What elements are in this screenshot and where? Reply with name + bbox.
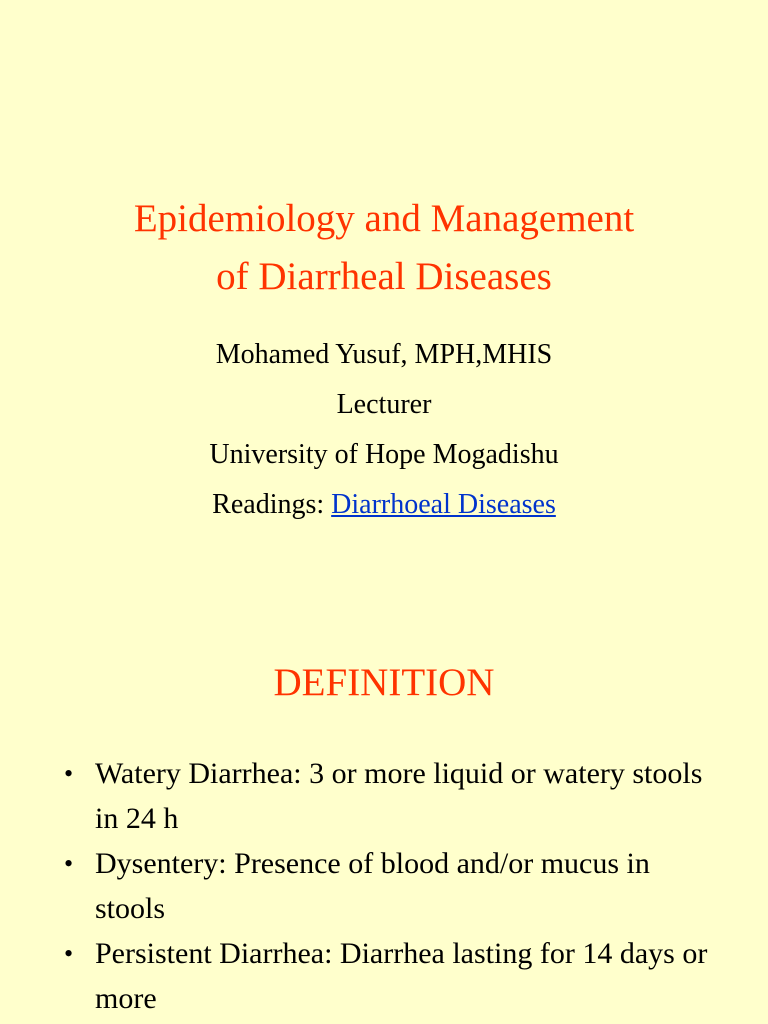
- definition-list: [64, 751, 724, 1021]
- slide-subtitle: [0, 330, 768, 530]
- readings-link[interactable]: Diarrhoeal Diseases: [331, 489, 556, 520]
- definition-slide: [0, 576, 768, 1024]
- institution: University of Hope Mogadishu: [209, 439, 559, 470]
- readings-line: [0, 480, 768, 530]
- list-item-text: Persistent Diarrhea: Diarrhea lasting for 14 days or more: [95, 937, 708, 1015]
- bullet-icon: •: [64, 759, 74, 788]
- list-item-text: Watery Diarrhea: 3 or more liquid or watery stools in 24 h: [95, 757, 703, 835]
- author-name: Mohamed Yusuf, MPH,MHIS: [215, 339, 553, 370]
- author-role: Lecturer: [336, 389, 432, 420]
- bullet-icon: •: [64, 849, 74, 878]
- readings-label: Readings:: [212, 489, 332, 520]
- definition-heading: DEFINITION: [273, 661, 495, 704]
- bullet-icon: •: [64, 939, 74, 968]
- list-item-text: Dysentery: Presence of blood and/or mucus in stools: [95, 847, 650, 925]
- slide-title-line-2: of Diarrheal Diseases: [216, 255, 552, 298]
- list-item: [64, 751, 724, 841]
- slide-title-line-1: Epidemiology and Management: [133, 197, 635, 240]
- slide-title: [0, 190, 768, 306]
- list-item: [64, 841, 724, 931]
- list-item: [64, 931, 724, 1021]
